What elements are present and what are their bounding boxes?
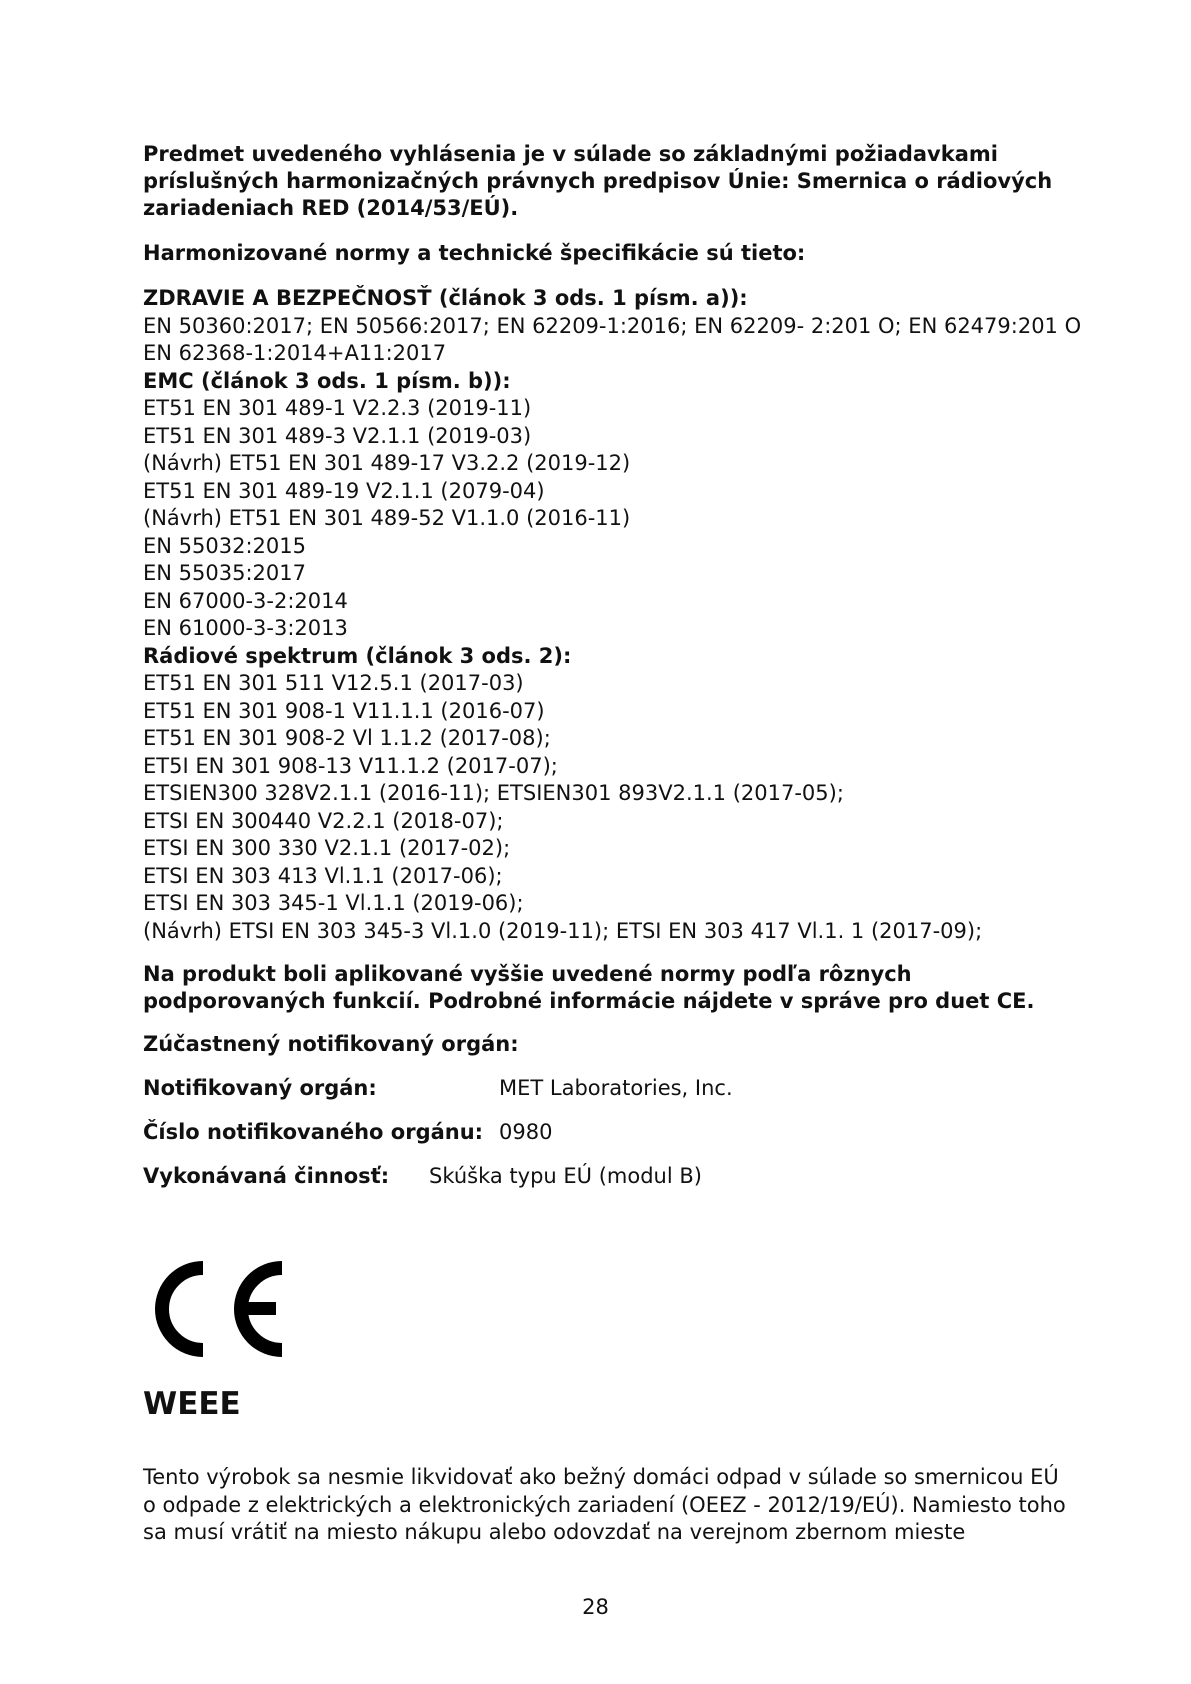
standard-line: EN 50360:2017; EN 50566:2017; EN 62209-1:2016; EN 62209- 2:201 O; EN 62479:201 O [143,313,1082,338]
standard-line: ET5I EN 301 908-13 V11.1.2 (2017-07); [143,753,558,778]
standard-line: ETSI EN 303 413 Vl.1.1 (2017-06); [143,863,503,888]
notified-body-heading: Zúčastnený notifikovaný orgán: [143,1032,519,1056]
standard-line: ETSIEN300 328V2.1.1 (2016-11); ETSIEN301 893V2.1.1 (2017-05); [143,781,844,805]
standard-line: EN 55035:2017 [143,561,306,585]
section-health-safety [143,285,1082,945]
ce-letter-c [162,1268,203,1350]
section-title: Rádiové spektrum (článok 3 ods. 2): [143,643,572,668]
weee-paragraph: Tento výrobok sa nesmie likvidovať ako bežný domáci odpad v súlade so smernicou EÚ o odpade z elektrických a elektronických zariadení (OEEZ - 2012/19/EÚ). Namiesto toho sa musí vrátiť na miesto nákupu alebo odovzdať na verejnom zbernom mieste [143,1465,1066,1544]
standard-line: ETSI EN 300 330 V2.1.1 (2017-02); [143,836,511,860]
standard-line: ET51 EN 301 489-19 V2.1.1 (2079-04) [143,478,545,503]
standard-line: EN 67000-3-2:2014 [143,588,348,613]
standard-line: ETSI EN 303 345-1 Vl.1.1 (2019-06); [143,891,524,915]
standard-line: ET51 EN 301 908-1 V11.1.1 (2016-07) [143,698,545,723]
row-value: Skúška typu EÚ (modul B) [429,1164,702,1188]
row-value: MET Laboratories, Inc. [499,1076,733,1100]
standard-line: ET51 EN 301 489-1 V2.2.3 (2019-11) [143,396,532,420]
standard-line: EN 62368-1:2014+A11:2017 [143,341,447,365]
activity-row [143,1163,1063,1190]
standard-line: EN 55032:2015 [143,533,306,558]
standard-line: ET51 EN 301 489-3 V2.1.1 (2019-03) [143,423,532,448]
notified-body-row [143,1075,1063,1102]
document-body [143,141,1082,1207]
weee-title: WEEE [143,1386,241,1422]
row-label: Vykonávaná činnosť: [143,1164,390,1188]
standard-line: ET51 EN 301 908-2 Vl 1.1.2 (2017-08); [143,726,551,750]
standard-line: EN 61000-3-3:2013 [143,616,348,640]
page-number: 28 [582,1595,609,1619]
standard-line: (Návrh) ET51 EN 301 489-52 V1.1.0 (2016-11) [143,506,631,530]
standard-line: ETSI EN 300440 V2.2.1 (2018-07); [143,808,504,833]
standard-line: ET51 EN 301 511 V12.5.1 (2017-03) [143,671,524,695]
notified-body-number-row [143,1119,1063,1146]
standard-line: (Návrh) ET51 EN 301 489-17 V3.2.2 (2019-12) [143,451,631,475]
applied-standards-note: Na produkt boli aplikované vyššie uvedené normy podľa rôznych podporovaných funkcií. Podrobné informácie nájdete v správe pro duet CE. [143,962,1035,1013]
section-title: ZDRAVIE A BEZPEČNOSŤ (článok 3 ods. 1 písm. a)): [143,286,748,310]
section-title: EMC (článok 3 ods. 1 písm. b)): [143,368,511,393]
row-label: Notifikovaný orgán: [143,1076,377,1100]
standards-heading: Harmonizované normy a technické špecifikácie sú tieto: [143,241,806,265]
ce-mark-logo [143,1258,283,1360]
ce-letter-e-bar [236,1302,276,1315]
intro-paragraph: Predmet uvedeného vyhlásenia je v súlade so základnými požiadavkami príslušných harmonizačných právnych predpisov Únie: Smernica o rádiových zariadeniach RED (2014/53/EÚ). [143,142,1053,220]
row-label: Číslo notifikovaného orgánu: [143,1120,484,1144]
row-value: 0980 [499,1120,553,1144]
standard-line: (Návrh) ETSI EN 303 345-3 Vl.1.0 (2019-11); ETSI EN 303 417 Vl.1. 1 (2017-09); [143,918,983,943]
